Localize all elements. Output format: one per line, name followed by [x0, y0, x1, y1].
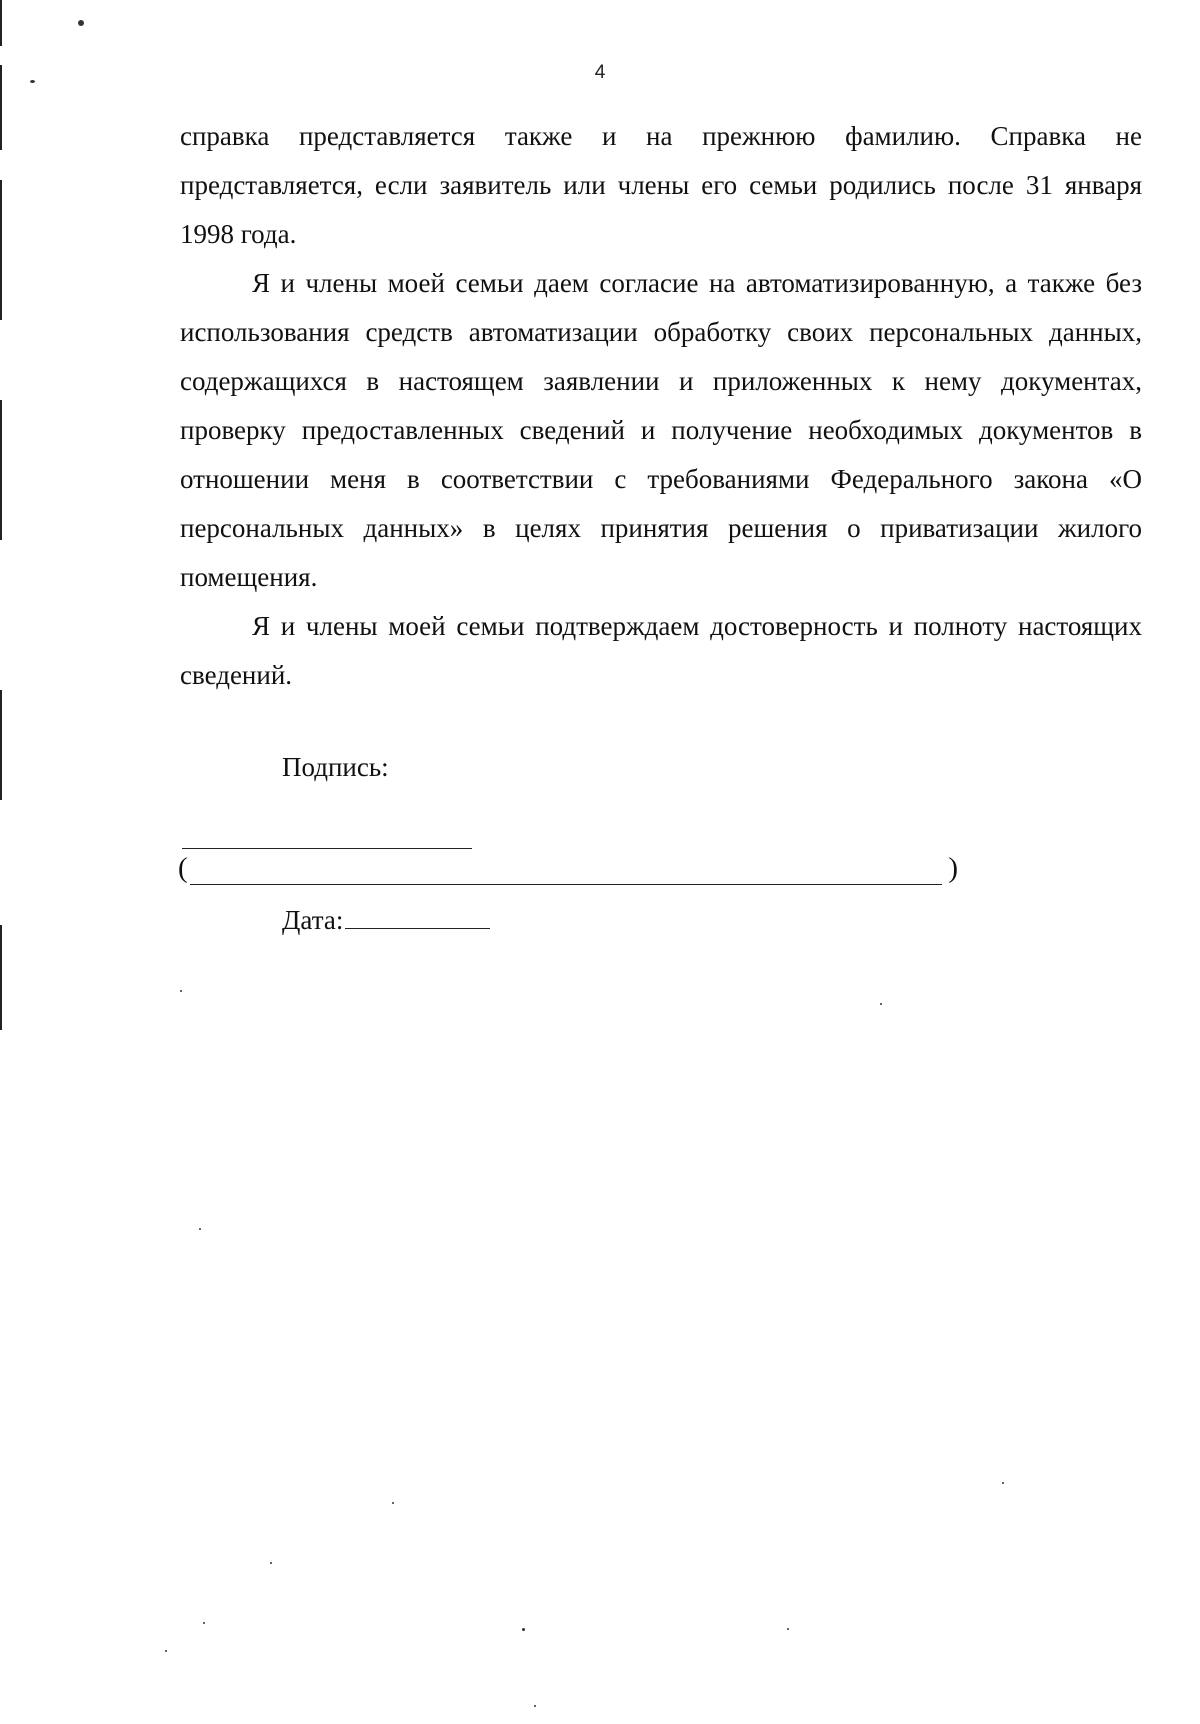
- date-row: [282, 905, 490, 936]
- scan-speck: [787, 1628, 789, 1630]
- signature-line[interactable]: [182, 848, 472, 849]
- scan-speck: [270, 1562, 272, 1564]
- date-field[interactable]: [345, 927, 490, 929]
- name-line: [190, 884, 942, 885]
- page-number: 4: [594, 62, 606, 83]
- scan-edge-mark: [0, 690, 2, 800]
- signature-name-field[interactable]: [178, 852, 958, 892]
- scan-speck: [180, 990, 182, 992]
- scan-edge-mark: [0, 400, 2, 540]
- scan-edge-mark: [0, 0, 2, 46]
- scan-speck: [1002, 1482, 1004, 1484]
- paragraph-confirmation: Я и члены моей семьи подтверждаем достоверность и полноту настоящих сведений.: [180, 611, 1142, 690]
- scan-speck: [392, 1502, 394, 1504]
- paren-open: (: [178, 852, 188, 884]
- scan-edge-mark: [0, 180, 2, 320]
- scan-edge-mark: [0, 925, 2, 1030]
- paragraph-continuation: справка представляется также и на прежнюю фамилию. Справка не представляется, если заявитель или члены его семьи родились после 31 января 1998 года.: [180, 121, 1142, 249]
- signature-label: Подпись:: [282, 752, 389, 782]
- scan-speck: [203, 1622, 205, 1624]
- paragraph-consent: Я и члены моей семьи даем согласие на автоматизированную, а также без использования средств автоматизации обработку своих персональных данных, содержащихся в настоящем заявлении и приложенных к нему документах, проверку предоставленных сведений и получение необходимых документов в отношении меня в соответствии с требованиями Федерального закона «О персональных данных» в целях принятия решения о приватизации жилого помещения.: [180, 268, 1142, 592]
- scan-speck: [165, 1650, 167, 1652]
- paren-close: ): [948, 852, 958, 884]
- scan-speck: [880, 1003, 882, 1005]
- scan-speck: [199, 1228, 201, 1230]
- date-label: Дата:: [282, 905, 344, 935]
- scan-speck: [522, 1628, 525, 1631]
- scan-speck: [534, 1705, 536, 1707]
- document-body: [180, 112, 1142, 700]
- scan-speck: [78, 20, 84, 26]
